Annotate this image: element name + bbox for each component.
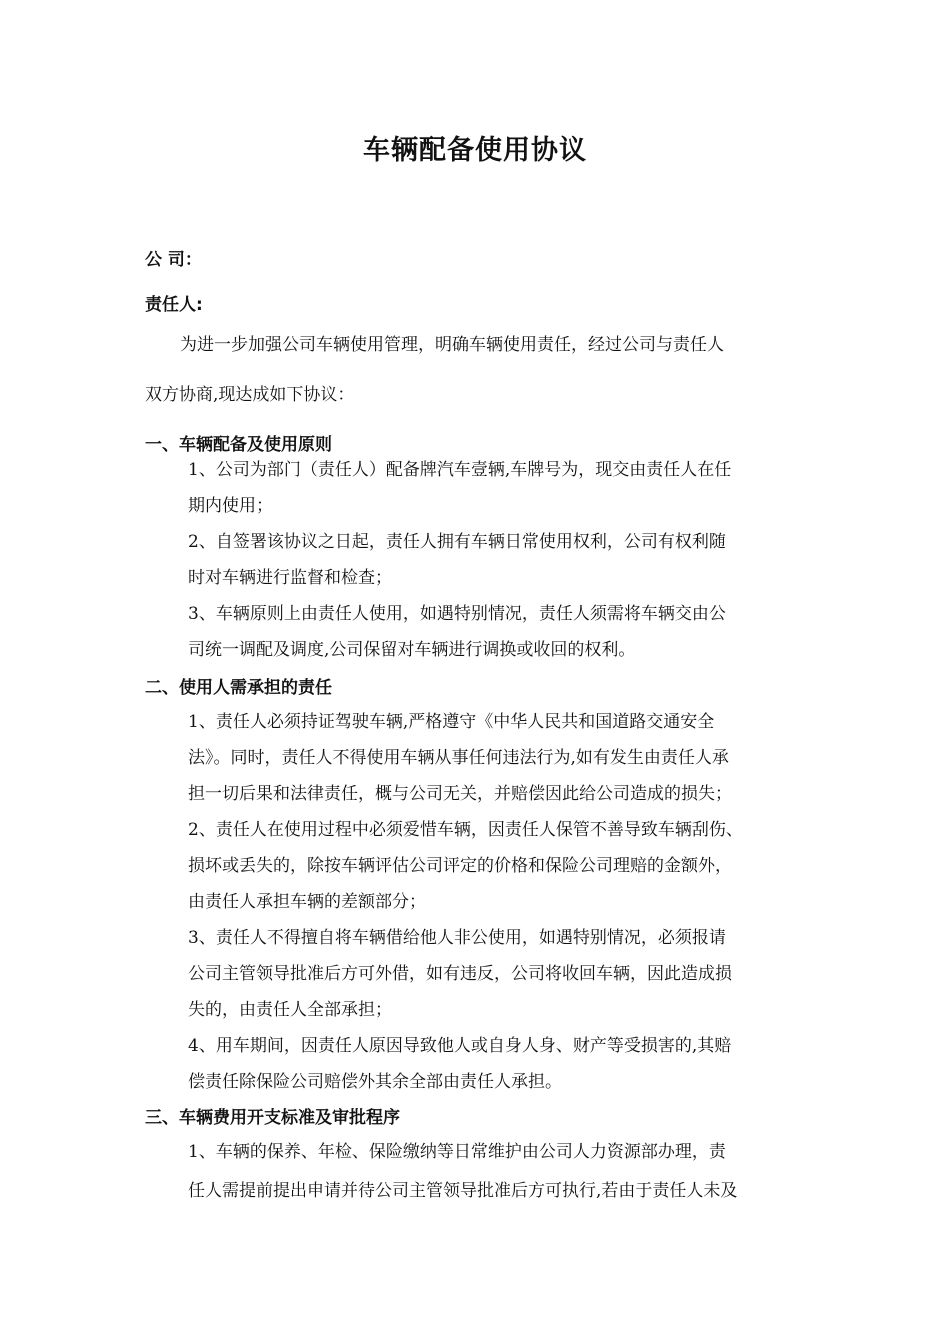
intro-line-2: 双方协商,现达成如下协议： (145, 385, 355, 405)
section-heading-1: 一、车辆配备及使用原则 (145, 435, 332, 455)
section-2-line: 法》。同时，责任人不得使用车辆从事任何违法行为,如有发生由责任人承 (188, 748, 729, 768)
section-heading-2: 二、使用人需承担的责任 (145, 678, 332, 698)
section-2-line: 担一切后果和法律责任，概与公司无关，并赔偿因此给公司造成的损失； (188, 784, 732, 804)
section-2-line: 3、责任人不得擅自将车辆借给他人非公使用，如遇特别情况，必须报请 (188, 928, 726, 948)
section-3-line: 任人需提前提出申请并待公司主管领导批准后方可执行,若由于责任人未及 (188, 1181, 738, 1201)
company-label: 公 司： (145, 250, 202, 270)
section-2-line: 损坏或丢失的，除按车辆评估公司评定的价格和保险公司理赔的金额外， (188, 856, 732, 876)
section-1-line: 司统一调配及调度,公司保留对车辆进行调换或收回的权利。 (188, 640, 636, 660)
section-heading-3: 三、车辆费用开支标准及审批程序 (145, 1108, 400, 1128)
section-3-line: 1、车辆的保养、年检、保险缴纳等日常维护由公司人力资源部办理，责 (188, 1142, 726, 1162)
section-2-line: 1、责任人必须持证驾驶车辆,严格遵守《中华人民共和国道路交通安全 (188, 712, 715, 732)
section-1-line: 时对车辆进行监督和检查； (188, 568, 392, 588)
section-2-line: 2、责任人在使用过程中必须爱惜车辆，因责任人保管不善导致车辆刮伤、 (188, 820, 743, 840)
section-1-line: 1、公司为部门（责任人）配备牌汽车壹辆,车牌号为，现交由责任人在任 (188, 460, 732, 480)
document-title: 车辆配备使用协议 (363, 135, 587, 166)
responsible-label: 责任人: (145, 295, 203, 315)
section-2-line: 4、用车期间，因责任人原因导致他人或自身人身、财产等受损害的,其赔 (188, 1036, 732, 1056)
section-2-line: 公司主管领导批准后方可外借，如有违反，公司将收回车辆，因此造成损 (188, 964, 732, 984)
section-1-line: 期内使用； (188, 496, 273, 516)
section-2-line: 由责任人承担车辆的差额部分； (188, 892, 426, 912)
intro-line-1: 为进一步加强公司车辆使用管理，明确车辆使用责任，经过公司与责任人 (180, 335, 724, 355)
section-1-line: 2、自签署该协议之日起，责任人拥有车辆日常使用权利，公司有权利随 (188, 532, 726, 552)
section-1-line: 3、车辆原则上由责任人使用，如遇特别情况，责任人须需将车辆交由公 (188, 604, 726, 624)
section-2-line: 偿责任除保险公司赔偿外其余全部由责任人承担。 (188, 1072, 562, 1092)
section-2-line: 失的，由责任人全部承担； (188, 1000, 392, 1020)
